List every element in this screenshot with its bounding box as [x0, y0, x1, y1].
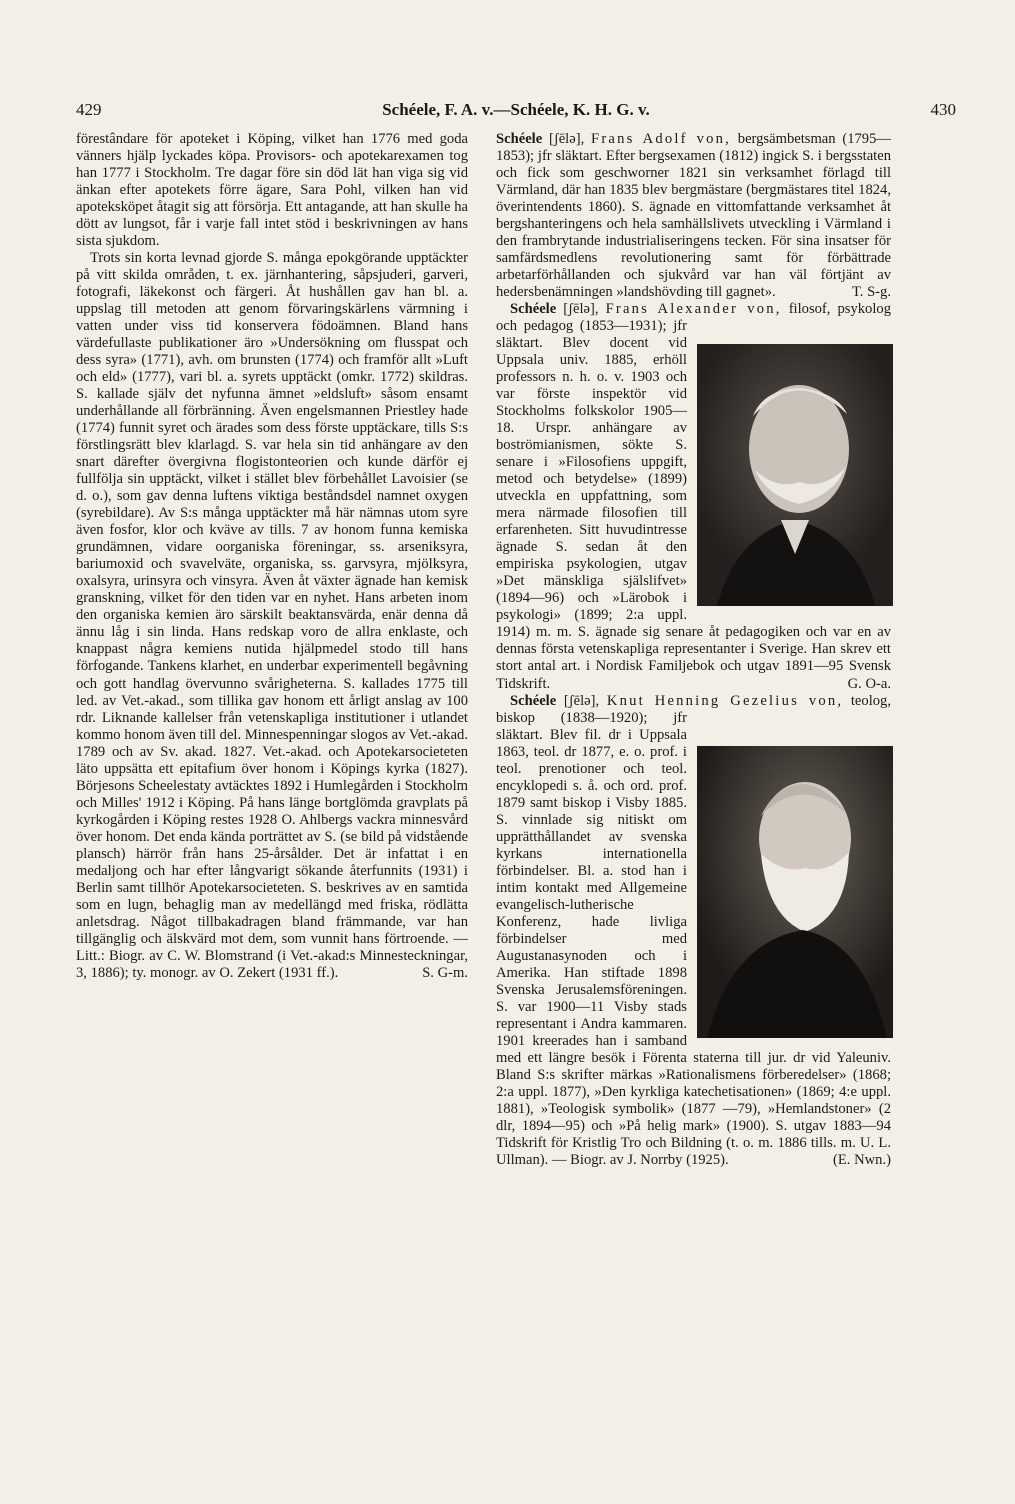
entry-name: Frans Alexander von, — [605, 301, 782, 318]
paragraph: förestândare för apoteket i Köping, vilket han 1776 med goda vänners hjälp lyckades köpa. Provisors- och apotekarexamen tog han 1777 i Stockholm. Tre dagar före sin död lät han viga sig vid änkan efter apotekets förre ägare, Sara Pohl, vilken han vid apoteksköpet åtagit sig att försörja. Ett antagande, att han skulle ha dött av lungsot, får i varje fall intet stöd i beskrivningen av hans sista sjukdom. — [76, 131, 468, 250]
entry-text: bergsämbetsman (1795—1853); jfr släktart. Efter bergsexamen (1812) ingick S. i bergsstaten och fick som geschworner 1821 sin verksamhet förlagd till Värmland, där han 1835 blev bergmästare (bergmästares titel 1824, överintendents 1860). S. ägnade en vittomfattande verksamhet åt bergshanteringens och hela samhällslivets utveckling i Värmland i den frambrytande industrialiseringens tecken. För sina insatser för samfärdsmedlens revolutionering samt för förbättrade arbetarförhållanden och sjukvård var han väl förtjänt av hedersbenämningen »landshövding till gagnet». — [496, 131, 891, 301]
page-number-right: 430 — [930, 100, 956, 119]
entry-name: Knut Henning Gezelius von, — [606, 692, 844, 709]
portrait-photo — [697, 746, 893, 1038]
right-column — [496, 131, 891, 1169]
left-column — [76, 131, 468, 982]
paragraph — [76, 250, 468, 982]
author-signature: S. G-m. — [422, 964, 468, 981]
portrait-photo — [697, 344, 893, 606]
entry-name: Frans Adolf von, — [591, 131, 731, 147]
running-head: Schéele, F. A. v.—Schéele, K. H. G. v. — [382, 100, 650, 119]
entry-knut-henning — [496, 693, 891, 1169]
portrait-image — [697, 746, 893, 1038]
author-signature: (E. Nwn.) — [833, 1151, 891, 1168]
entry-frans-adolf — [496, 131, 891, 301]
paragraph-text: Trots sin korta levnad gjorde S. många epokgörande upptäckter på vitt skilda områden, t. ex. järnhantering, såpsjuderi, garveri, fotografi, läkekonst och färgeri. Åt hushållen gav han bl. a. uppslag till metoden att genom förvaringskärlens värmning i vatten under viss tid konservera födoämnen. Bland hans värdefullaste publikationer äro »Undersökning om flusspat och dess syra» (1771), avh. om brunsten (1774) och framför allt »Luft och eld» (1777), vari bl. a. syrets upptäckt (omkr. 1772) skildras. S. kallade själv det nyfunna ämnet »eldsluft» såsom ensamt underhållande all förbränning. Även engelsmannen Priestley hade (1774) funnit syret och ärades som dess förste upptäckare, tills S:s förstlingsrätt blev klarlagd. S. var hela sin tid anhängare av den snart därefter övergivna flogistonteorien och kunde därför ej fullfölja sin upptäckt, vilket i stället blev förbehållet Lavoisier (se d. o.), som gav denna luftens viktiga beståndsdel namnet oxygen (syrebildare). Av S:s många upptäckter må här nämnas utom syre även fosfor, klor och kväve av tills. 7 av honom funna kemiska grundämnen, vidare oorganiska föreningar, ss. arseniksyra, bariumoxid och svavelväte, organiska, ss. garvsyra, mjölksyra, oxalsyra, urinsyra och vinsyra. Även åt växter ägnade han kemisk granskning, vilket för den tiden var en nyhet. Hans arbeten inom den organiska kemien äro särskilt beaktansvärda, enär denna då ännu låg i sin linda. Hans redskap voro de allra enklaste, och knappast några kemiens nutida hjälpmedel stodo till hans förfogande. Tankens klarhet, en underbar experimentell begåvning och gott handlag övervunno svårigheterna. S. kallades 1775 till led. av Vet.-akad., som tillika gav honom ett årligt anslag av 100 rdr. Liknande kallelser från vetenskapliga institutioner i utlandet kommo honom även till del. Minnespenningar slogos av Vet.-akad. 1789 och av Sv. akad. 1827. Vet.-akad. och Apotekarsocieteten läto uppsätta ett epitafium över honom i Köpings kyrka (1827). Börjesons Scheelestaty avtäcktes 1892 i Humlegården i Stockholm och Milles' 1912 i Köping. På hans länge bortglömda gravplats på kyrkogården i Köping restes 1928 O. Ahlbergs vackra minnesvård över honom. Det enda kända porträttet av S. (se bild på vidstående plansch) härrör från hans 25-årsålder. Det är infattat i en medaljong och har efter långvarigt sökande återfunnits (1931) i Berlin samt tillhör Apotekarsocieteten. S. beskrives av en samtida som en lugn, behaglig man av medellängd med friska, rödlätta anletsdrag. Något tillbakadragen bland främmande, var han tillgänglig och älskvärd mot dem, som vunnit hans förtroende. — Litt.: Biogr. av C. W. Blomstrand (i Vet.-akad:s Minnesteckningar, 3, 1886); ty. monogr. av O. Zekert (1931 ff.). — [76, 250, 468, 981]
page-header — [76, 100, 956, 124]
author-signature: T. S-g. — [851, 284, 891, 301]
entry-text: teolog, biskop (1838—1920); jfr släktart. Blev fil. dr i Uppsala 1863, teol. dr 1877, e. o. prof. i teol. prenotioner och teol. encyklopedi s. å. och ord. prof. 1879 samt biskop i Visby 1885. S. vinnlade sig nitiskt om upprätthållandet av svenska kyrkans internationella förbindelser. Bl. a. stod han i intim kontakt med Allgemeine evangelisch-lutherische Konferenz, hade livliga förbindelser med Augustanasynoden och i Amerika. Han stiftade 1898 Svenska Jerusalemsföreningen. S. var 1900—11 Visby stads representant i Andra kammaren. 1901 kreerades han i samband med ett längre besök i Förenta staterna till jur. dr vid Yaleuniv. Bland S:s skrifter märkas »Rationalismens förberedelser» (1868; 2:a uppl. 1877), »Den kyrkliga katechetisationen» (1869; 4:e uppl. 1881), »Teologisk symbolik» (1877 —79), »Hemlandstoner» (2 dlr, 1894—95) och »På helig mark» (1900). S. utgav 1883—94 Tidskrift för Kristlig Tro och Bildning (t. o. m. 1886 tills. m. U. L. Ullman). — Biogr. av J. Norrby (1925). — [496, 692, 892, 1168]
entry-headword: Schéele — [510, 692, 557, 709]
author-signature: G. O-a. — [847, 675, 891, 692]
entry-headword: Schéele — [510, 301, 557, 318]
entry-text: filosof, psykolog och pedagog (1853—1931); jfr släktart. Blev docent vid Uppsala univ. 1885, erhöll professors n. h. o. v. 1903 och var förste inspektör vid Stockholms folkskolor 1905—18. Urspr. anhängare av boströmianismen, sökte S. senare i »Filosofiens uppgift, metod och betydelse» (1899) utveckla en uppfattning, som mera närmade filosofien till erfarenheten. Sitt huvudintresse ägnade S. sedan åt den empiriska psykologien, utgav »Det mänskliga själslifvet» (1894—96) och »Lärobok i psykologi» (1899; 2:a uppl. 1914) m. m. S. ägnade sig senare åt pedagogiken och var en av dennas första vetenskapliga representanter i Sverige. Han skrev ett stort antal art. i Nordisk Familjebok och utgav 1891—95 Svensk Tidskrift. — [496, 301, 892, 692]
entry-pronunciation: [ʃēlə], — [563, 301, 599, 318]
entry-frans-alexander — [496, 301, 891, 692]
portrait-image — [697, 344, 893, 606]
entry-pronunciation: [ʃēlə], — [563, 692, 600, 709]
entry-headword: Schéele — [496, 131, 543, 147]
page-number-left: 429 — [76, 100, 102, 119]
entry-pronunciation: [ʃēlə], — [548, 131, 585, 147]
